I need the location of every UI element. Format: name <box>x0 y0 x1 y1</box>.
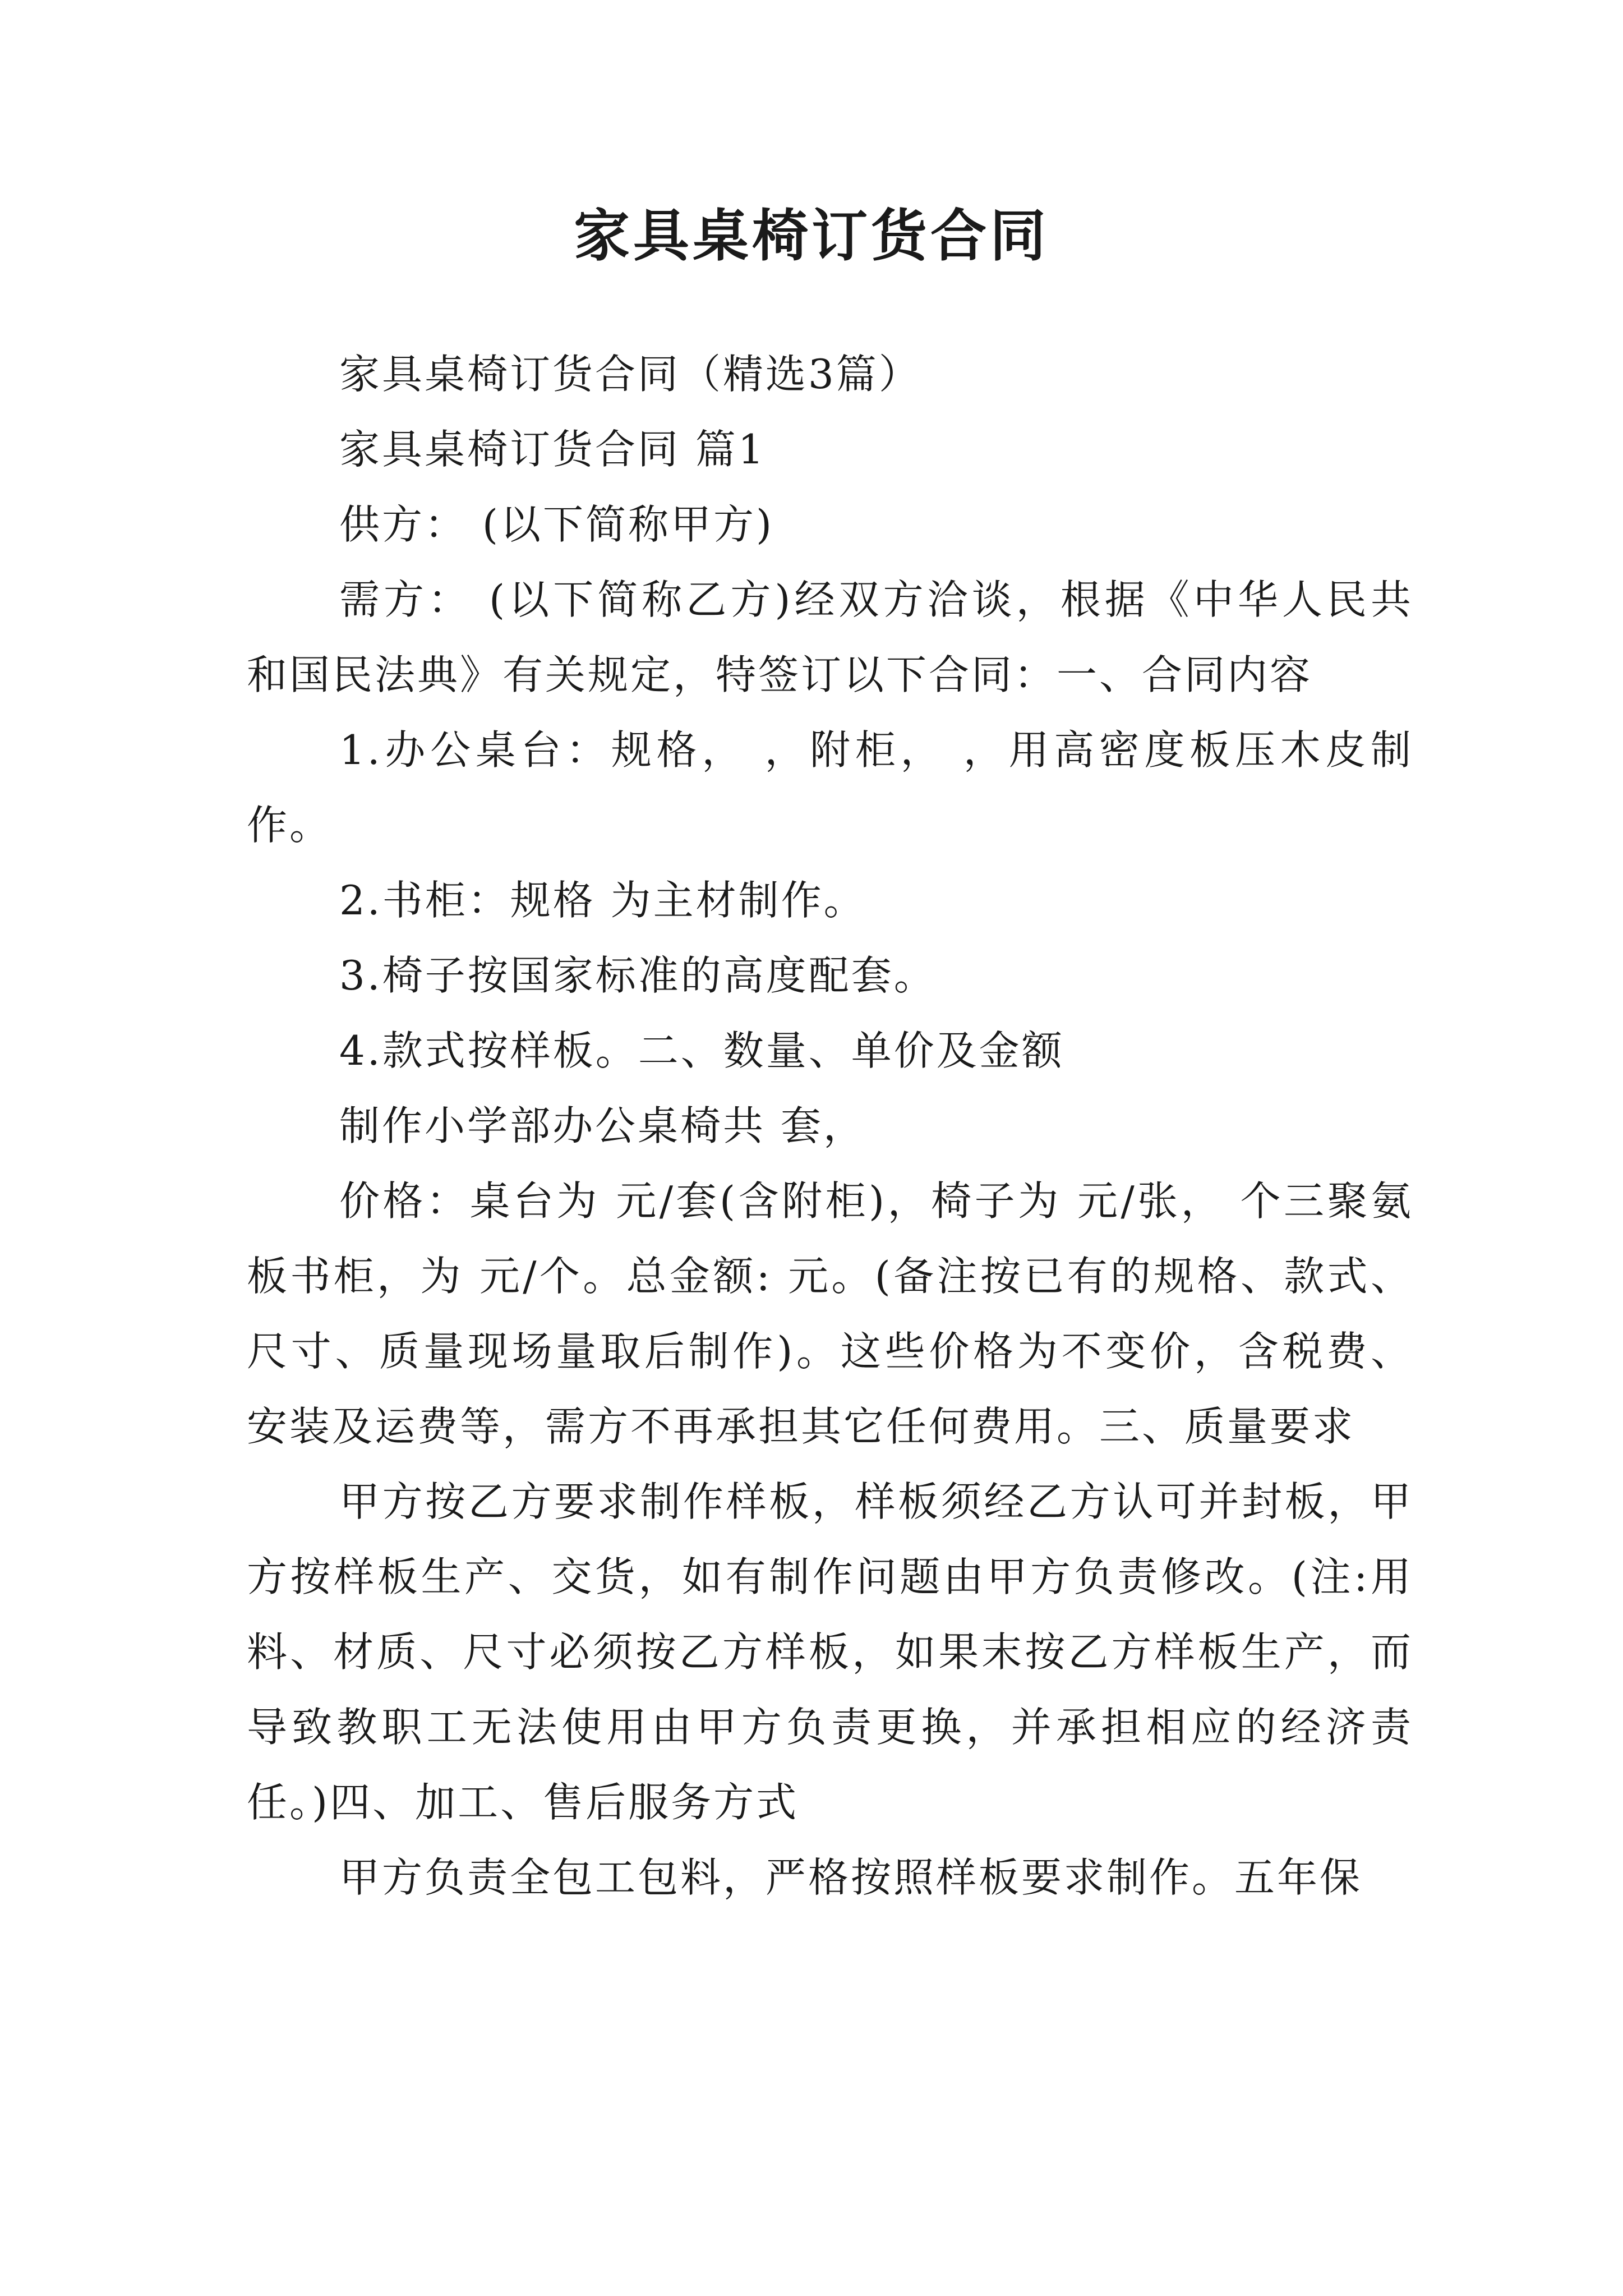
paragraph-subtitle: 家具桌椅订货合同（精选3篇） <box>339 351 921 398</box>
paragraph-price: 价格：桌台为 元/套(含附柜)，椅子为 元/张， 个三聚氨板书柜，为 元/个。总金额: 元。(备注按已有的规格、款式、尺寸、质量现场量取后制作)。这些价格为不变价，含税费、安装及运费等，需方不再承担其它任何费用。三、质量要求 <box>247 1177 1413 1450</box>
paragraph-quantity: 制作小学部办公桌椅共 套， <box>339 1102 866 1149</box>
document-title: 家具桌椅订货合同 <box>574 203 1049 269</box>
document-body <box>247 337 1413 1915</box>
paragraph-buyer: 需方： (以下简称乙方)经双方洽谈，根据《中华人民共和国民法典》有关规定，特签订以下合同：一、合同内容 <box>247 576 1413 698</box>
paragraph-item-2: 2.书柜：规格 为主材制作。 <box>339 877 866 924</box>
paragraph-item-4: 4.款式按样板。二、数量、单价及金额 <box>339 1027 1064 1074</box>
paragraph-item-1: 1.办公桌台：规格， ，附柜， ，用高密度板压木皮制作。 <box>247 726 1413 849</box>
paragraph-section-heading: 家具桌椅订货合同 篇1 <box>339 426 766 473</box>
paragraph-item-3: 3.椅子按国家标准的高度配套。 <box>339 952 937 999</box>
paragraph-service: 甲方负责全包工包料，严格按照样板要求制作。五年保 <box>339 1854 1363 1901</box>
paragraph-supplier: 供方： (以下简称甲方) <box>339 501 774 548</box>
paragraph-quality: 甲方按乙方要求制作样板，样板须经乙方认可并封板，甲方按样板生产、交货，如有制作问题由甲方负责修改。(注:用料、材质、尺寸必须按乙方样板，如果末按乙方样板生产，而导致教职工无法使用由甲方负责更换，并承担相应的经济责任。)四、加工、售后服务方式 <box>247 1478 1413 1826</box>
